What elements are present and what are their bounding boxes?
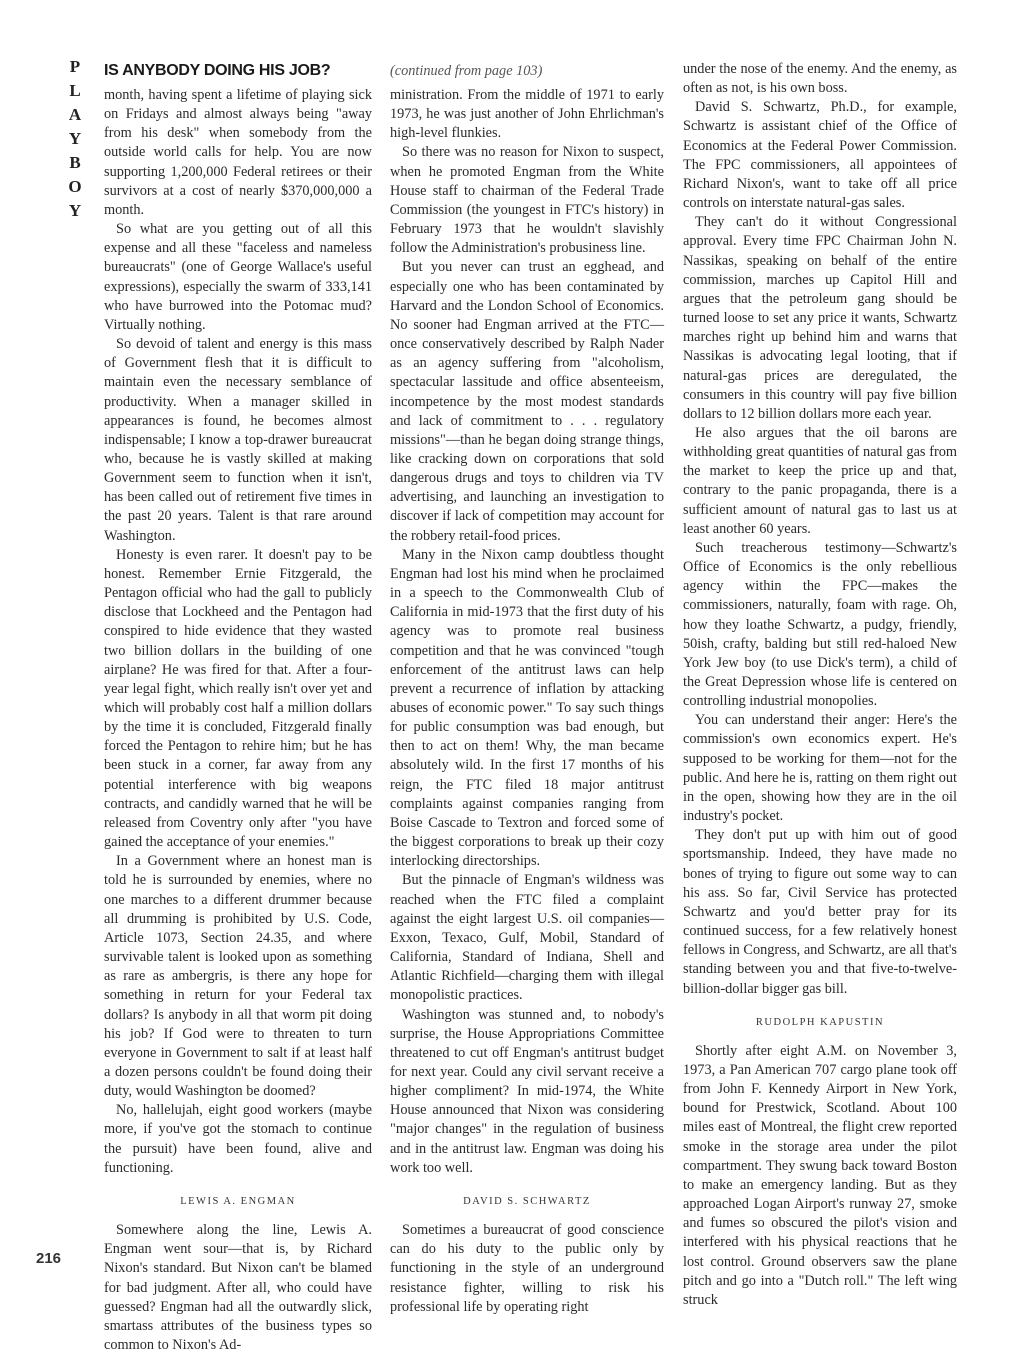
section-heading: LEWIS A. ENGMAN xyxy=(180,1195,296,1207)
paragraph: Somewhere along the line, Lewis A. Engman went sour—that is, by Richard Nixon's standard. But Nixon can't be blamed for bad judgment. After all, who could have guessed? Engman had all the outwardly slick, smartass attributes of the business types so common to Nixon's Ad- xyxy=(104,1222,372,1353)
continued-note: (continued from page 103) xyxy=(390,63,543,79)
magazine-letter: P xyxy=(69,57,81,76)
article-headline: IS ANYBODY DOING HIS JOB? xyxy=(104,62,331,79)
paragraph: under the nose of the enemy. And the enemy, as often as not, is his own boss. xyxy=(683,61,957,97)
magazine-letter: O xyxy=(68,177,82,196)
paragraph: But the pinnacle of Engman's wildness was reached when the FTC filed a complaint against the eight largest U.S. oil companies—Exxon, Texaco, Gulf, Mobil, Standard of California, Standard of Indiana, Shell and Atlantic Richfield—charging them with illegal monopolistic practices. xyxy=(390,872,664,1004)
paragraph: Such treacherous testimony—Schwartz's Office of Economics is the only rebellious agency within the FPC—makes the commissioners, naturally, foam with rage. Oh, how they loathe Schwartz, a pudgy, friendly, 50ish, crafty, balding but still red-haloed New York Jew boy (to use Dick's term), a child of the Great Depression whose life is centered on controlling industrial monopolies. xyxy=(683,539,957,710)
page-number: 216 xyxy=(36,1250,62,1267)
paragraph: No, hallelujah, eight good workers (maybe more, if you've got the stomach to continue the pursuit) have been found, alive and functioning. xyxy=(104,1102,372,1176)
paragraph: In a Government where an honest man is told he is surrounded by enemies, where no one marches to a different drummer because all drumming is prohibited by U.S. Code, Article 1073, Section 24.35, and where survivable talent is looked upon as something as rare as ambergris, is there any hope for something in return for your Federal tax dollars? Is anybody in all that worm pit doing his job? If God were to threaten to turn everyone in Government to salt if at least half a dozen persons couldn't be found doing their duty, would Washington be doomed? xyxy=(104,853,372,1100)
magazine-letter: A xyxy=(68,105,82,124)
paragraph: But you never can trust an egghead, and especially one who has been contaminated by Harvard and the London School of Economics. No sooner had Engman arrived at the FTC—once conservatively described by Ralph Nader as an agency suffering from "alcoholism, spectacular lassitude and office absenteeism, incompetence by the most modest standards and lack of commitment to . . . regulatory missions"—than he began doing strange things, like cracking down on corporations that sold dangerous drugs and toys to children via TV advertising, and launching an investigation to discover if lack of competition may account for the robbery retail-food prices. xyxy=(390,259,664,544)
paragraph: Washington was stunned and, to nobody's surprise, the House Appropriations Committee threatened to cut off Engman's antitrust budget for next year. Could any civil servant receive a higher compliment? In mid-1974, the White House announced that Nixon was considering "major changes" in the regulation of business and in the antitrust law. Engman was doing his work too well. xyxy=(390,1006,664,1176)
paragraph: He also argues that the oil barons are withholding great quantities of natural gas from the market to keep the price up and that, contrary to the panic propaganda, there is a sufficient amount of natural gas to last us at least another 60 years. xyxy=(683,424,957,537)
article-column-1 xyxy=(104,60,372,1355)
article-column-2 xyxy=(390,60,664,1317)
section-heading: RUDOLPH KAPUSTIN xyxy=(755,1016,885,1028)
magazine-letter: Y xyxy=(68,129,82,148)
section-heading: DAVID S. SCHWARTZ xyxy=(463,1195,591,1207)
paragraph: Honesty is even rarer. It doesn't pay to be honest. Remember Ernie Fitzgerald, the Pentagon official who had the gall to publicly disclose that Lockheed and the Pentagon had conspired to hide evidence that they wasted two billion dollars in the building of one airplane? He was fired for that. After a four-year legal fight, which really isn't over yet and which will probably cost half a million dollars by the time it is concluded, Fitzgerald finally forced the Pentagon to rehire him; but he has been stuck in a corner, far away from any potential interference with big weapons contracts, and candidly warned that he will be released from Coventry only after "you have gained the acceptance of your enemies." xyxy=(104,546,372,851)
paragraph: So devoid of talent and energy is this mass of Government flesh that it is difficult to maintain even the necessary semblance of productivity. When a manager skilled in appearances is found, he becomes almost indispensable; I know a top-drawer bureaucrat who, because he is vastly skilled at making Government seem to function when it isn't, has been called out of retirement five times in the past 20 years. Talent is that rare around Washington. xyxy=(104,336,372,544)
paragraph: They don't put up with him out of good sportsmanship. Indeed, they have made no bones of trying to figure out some way to can his ass. So far, Civil Service has protected Schwartz and you'd better pray for its continued success, for a few relatively honest fellows in Congress, and Schwartz, are all that's standing between you and that five-to-twelve-billion-dollar bigger gas bill. xyxy=(683,827,957,997)
magazine-letter: L xyxy=(69,81,81,100)
paragraph: Sometimes a bureaucrat of good conscience can do his duty to the public only by functioning in the style of an underground resistance fighter, willing to risk his professional life by operating right xyxy=(390,1222,664,1315)
magazine-letter: B xyxy=(69,153,81,172)
paragraph: They can't do it without Congressional approval. Every time FPC Chairman John N. Nassikas, speaking on behalf of the entire commission, marches up Capitol Hill and argues that the petroleum gang should be turned loose to set any price it wants, Schwartz marches right up behind him and warns that Nassikas is advocating legal looting, that if natural-gas prices are deregulated, the consumers in this country will pay five billion dollars to 12 billion dollars more each year. xyxy=(683,214,957,422)
paragraph: Many in the Nixon camp doubtless thought Engman had lost his mind when he proclaimed in a speech to the Commonwealth Club of California in mid-1973 that the first duty of his agency was to promote real business competition and that he was convinced "tough enforcement of the antitrust laws can help prevent a recurrence of inflation by attacking abuses of economic power." To say such things for public consumption was bad enough, but then to act on them! Why, the man became absolutely wild. In the first 17 months of his reign, the FTC filed 18 major antitrust complaints against companies ranging from Boise Cascade to Textron and forced some of the biggest corporations to break up their cozy interlocking directorships. xyxy=(390,546,664,870)
article-column-3 xyxy=(683,60,957,1310)
paragraph: month, having spent a lifetime of playing sick on Fridays and almost always being "away from his desk" when somebody from the outside world calls for help. You are now supporting 1,200,000 Federal retirees or their survivors at a cost of nearly $370,000,000 a month. xyxy=(104,87,372,218)
paragraph: So what are you getting out of all this expense and all these "faceless and nameless bureaucrats" (one of George Wallace's useful expressions), especially the swarm of 333,141 who have burrowed into the Potomac mud? Virtually nothing. xyxy=(104,221,372,333)
magazine-name-vertical xyxy=(60,55,90,223)
paragraph: Shortly after eight A.M. on November 3, 1973, a Pan American 707 cargo plane took off from John F. Kennedy Airport in New York, bound for Prestwick, Scotland. About 100 miles east of Montreal, the flight crew reported smoke in the storage area under the pilot compartment. They swung back toward Boston to make an emergency landing. But as they approached Logan Airport's runway 27, smoke and fumes so obscured the pilot's vision and interfered with his physical reactions that he lost control. Ground observers saw the plane pitch and go into a "Dutch roll." The left wing struck xyxy=(683,1042,957,1308)
paragraph: So there was no reason for Nixon to suspect, when he promoted Engman from the White House staff to chairman of the Federal Trade Commission (the youngest in FTC's history) in February 1973 that he wouldn't slavishly follow the Administration's probusiness line. xyxy=(390,144,664,257)
paragraph: ministration. From the middle of 1971 to early 1973, he was just another of John Ehrlichman's high-level flunkies. xyxy=(390,87,664,142)
paragraph: You can understand their anger: Here's the commission's own economics expert. He's supposed to be working for them—not for the public. And here he is, ratting on them right out in the open, showing how they are in the oil industry's pocket. xyxy=(683,712,957,825)
paragraph: David S. Schwartz, Ph.D., for example, Schwartz is assistant chief of the Office of Economics at the Federal Power Commission. The FPC commissioners, all appointees of Richard Nixon's, want to take off all price controls on interstate natural-gas sales. xyxy=(683,99,957,212)
magazine-letter: Y xyxy=(68,201,82,220)
